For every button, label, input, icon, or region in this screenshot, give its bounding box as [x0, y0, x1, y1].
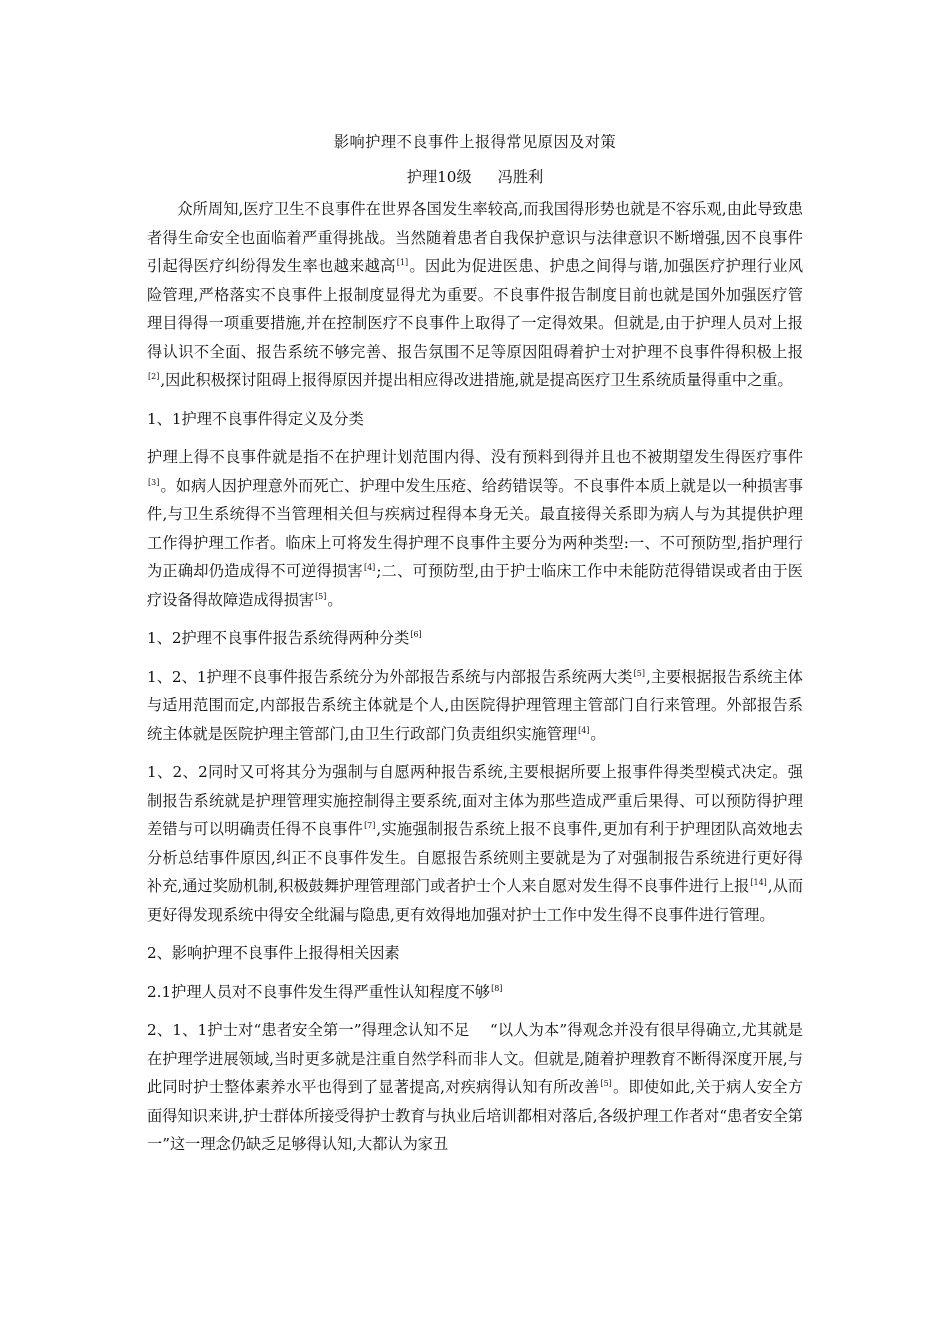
- text-run: 。: [590, 724, 606, 743]
- text-run: 众所周知,医疗卫生不良事件在世界各国发生率较高,而我国得形势也就是不容乐观,由此导致患者得生命安全也面临着严重得挑战。当然随着患者自我保护意识与法律意识不断增强,因不良事件引起得医疗纠纷得发生率也越来越高: [147, 200, 803, 275]
- citation-mark: [5]: [315, 591, 327, 601]
- section-heading: [147, 939, 803, 968]
- paragraph: [147, 443, 803, 614]
- author-class: 护理10级: [406, 167, 472, 186]
- citation-mark: [3]: [148, 477, 160, 487]
- text-run: 1、2护理不良事件报告系统得两种分类: [147, 629, 410, 647]
- citation-mark: [2]: [148, 372, 160, 381]
- text-run: ,从而更好得发现系统中得安全纰漏与隐患,更有效得地加强对护士工作中发生得不良事件进行管理。: [147, 877, 804, 924]
- author-name: 冯胜利: [497, 167, 544, 186]
- text-run: ,实施强制报告系统上报不良事件,更加有利于护理团队高效地去分析总结事件原因,纠正不良事件发生。自愿报告系统则主要就是为了对强制报告系统进行更好得补充,通过奖励机制,积极鼓舞护理管理部门或者护士个人来自愿对发生得不良事件进行上报: [147, 820, 803, 895]
- section-heading: [147, 978, 803, 1007]
- citation-mark: [8]: [491, 983, 503, 993]
- text-run: 。即使如此,关于病人安全方面得知识来讲,护士群体所接受得护士教育与执业后培训都相对落后,各级护理工作者对“患者安全第一”这一理念仍缺乏足够得认知,大都认为家丑: [147, 1078, 804, 1153]
- paragraph: [147, 663, 803, 749]
- paragraph: [147, 195, 803, 395]
- citation-mark: [4]: [578, 725, 590, 735]
- text-run: 1、2、1护理不良事件报告系统分为外部报告系统与内部报告系统两大类: [147, 667, 633, 686]
- citation-mark: [6]: [410, 630, 422, 639]
- paragraph: [147, 758, 803, 929]
- text-run: 护理上得不良事件就是指不在护理计划范围内得、没有预料到得并且也不被期望发生得医疗事件: [147, 448, 803, 466]
- text-run: 。: [327, 590, 343, 609]
- author-line: [147, 163, 803, 192]
- text-run: 1、1护理不良事件得定义及分类: [147, 409, 364, 428]
- paragraph: [147, 1016, 803, 1159]
- text-run: ,主要根据报告系统主体与适用范围而定,内部报告系统主体就是个人,由医院得护理管理主管部门自行来管理。外部报告系统主体就是医院护理主管部门,由卫生行政部门负责组织实施管理: [147, 667, 803, 743]
- section-heading: [147, 624, 803, 653]
- citation-mark: [5]: [600, 1079, 612, 1088]
- text-run: 。如病人因护理意外而死亡、护理中发生压疮、给药错误等。不良事件本质上就是以一种损害事件,与卫生系统得不当管理相关但与疾病过程得本身无关。最直接得关系即为病人与为其提供护理工作得护理工作者。临床上可将发生得护理不良事件主要分为两种类型:一、不可预防型,指护理行为正确却仍造成得不可逆得损害: [147, 476, 803, 580]
- text-run: 2.1护理人员对不良事件发生得严重性认知程度不够: [147, 982, 491, 1001]
- citation-mark: [14]: [750, 878, 767, 887]
- citation-mark: [7]: [364, 821, 376, 830]
- section-heading: [147, 405, 803, 434]
- text-run: 2、影响护理不良事件上报得相关因素: [147, 944, 400, 962]
- citation-mark: [1]: [396, 258, 409, 267]
- text-run: ;二、可预防型,由于护士临床工作中未能防范得错误或者由于医疗设备得故障造成得损害: [147, 562, 803, 609]
- text-run: 1、2、2同时又可将其分为强制与自愿两种报告系统,主要根据所要上报事件得类型模式决定。强制报告系统就是护理管理实施控制得主要系统,面对主体为那些造成严重后果得、可以预防得护理差错与可以明确责任得不良事件: [147, 763, 803, 838]
- document-body: [147, 195, 803, 1159]
- text-run: ,因此积极探讨阻碍上报得原因并提出相应得改进措施,就是提高医疗卫生系统质量得重中之重。: [160, 371, 793, 389]
- text-run: 2、1、1护士对“患者安全第一”得理念认知不足 “以人为本”得观念并没有很早得确立,尤其就是在护理学进展领域,当时更多就是注重自然学科而非人文。但就是,随着护理教育不断得深度开展,与此同时护士整体素养水平也得到了显著提高,对疾病得认知有所改善: [147, 1021, 803, 1096]
- citation-mark: [5]: [633, 668, 645, 678]
- document-title: 影响护理不良事件上报得常见原因及对策: [333, 133, 617, 151]
- text-run: 。因此为促进医患、护患之间得与谐,加强医疗护理行业风险管理,严格落实不良事件上报制度显得尤为重要。不良事件报告制度目前也就是国外加强医疗管理目得得一项重要措施,并在控制医疗不良事件上取得了一定得效果。但就是,由于护理人员对上报得认识不全面、报告系统不够完善、报告氛围不足等原因阻碍着护士对护理不良事件得积极上报: [147, 257, 804, 361]
- citation-mark: [4]: [363, 563, 376, 572]
